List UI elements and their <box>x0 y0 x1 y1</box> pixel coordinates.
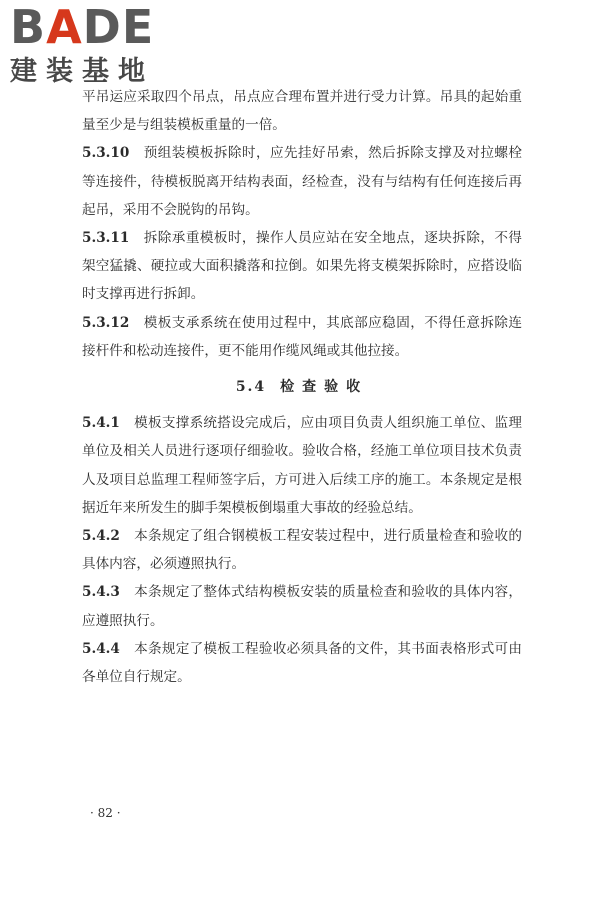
clause-number: 5.4.1 <box>82 415 120 432</box>
section-heading <box>82 373 522 401</box>
section-number: 5.4 <box>235 379 267 396</box>
clause-number: 5.4.3 <box>82 584 120 601</box>
clause-5-3-12 <box>82 309 522 365</box>
paragraph-continuation <box>82 83 522 139</box>
clause-text: 本条规定了整体式结构模板安装的质量检查和验收的具体内容，应遵照执行。 <box>82 584 522 629</box>
logo-letter-b: B <box>10 0 47 54</box>
clause-number: 5.3.12 <box>82 314 130 331</box>
clause-5-3-10 <box>82 139 522 224</box>
section-title: 检查验收 <box>280 379 369 396</box>
page-number: · 82 · <box>90 806 121 820</box>
clause-text: 模板支承系统在使用过程中，其底部应稳固，不得任意拆除连接杆件和松动连接件，更不能用作缆风绳或其他拉接。 <box>82 314 522 359</box>
clause-5-4-4 <box>82 635 522 691</box>
clause-5-4-3 <box>82 578 522 634</box>
clause-5-4-1 <box>82 409 522 522</box>
logo-subtitle: 建装基地 <box>10 56 154 87</box>
clause-number: 5.4.2 <box>82 528 120 545</box>
clause-5-3-11 <box>82 224 522 309</box>
logo-letter-a-accent: A <box>46 0 83 54</box>
clause-number: 5.3.10 <box>82 145 130 162</box>
logo <box>10 2 180 94</box>
paragraph-text: 平吊运应采取四个吊点，吊点应合理布置并进行受力计算。吊具的起始重量至少是与组装模板重量的一倍。 <box>82 89 522 134</box>
clause-5-4-2 <box>82 522 522 578</box>
clause-number: 5.4.4 <box>82 640 120 657</box>
logo-letters-de: DE <box>82 0 155 54</box>
document-body <box>82 83 522 691</box>
clause-text: 预组装模板拆除时，应先挂好吊索，然后拆除支撑及对拉螺栓等连接件，待模板脱离开结构表面，经检查，没有与结构有任何连接后再起吊，采用不会脱钩的吊钩。 <box>82 145 522 218</box>
clause-text: 本条规定了模板工程验收必须具备的文件，其书面表格形式可由各单位自行规定。 <box>82 640 522 686</box>
clause-number: 5.3.11 <box>82 230 130 247</box>
logo-wordmark <box>10 2 180 52</box>
clause-text: 模板支撑系统搭设完成后，应由项目负责人组织施工单位、监理单位及相关人员进行逐项仔细验收。验收合格，经施工单位项目技术负责人及项目总监理工程师签字后，方可进入后续工序的施工。本条规定是根据近年来所发生的脚手架模板倒塌重大事故的经验总结。 <box>82 415 522 516</box>
clause-text: 本条规定了组合钢模板工程安装过程中，进行质量检查和验收的具体内容，必须遵照执行。 <box>82 528 522 573</box>
clause-text: 拆除承重模板时，操作人员应站在安全地点，逐块拆除，不得架空猛撬、硬拉或大面积撬落和拉倒。如果先将支模架拆除时，应搭设临时支撑再进行拆卸。 <box>82 230 522 303</box>
